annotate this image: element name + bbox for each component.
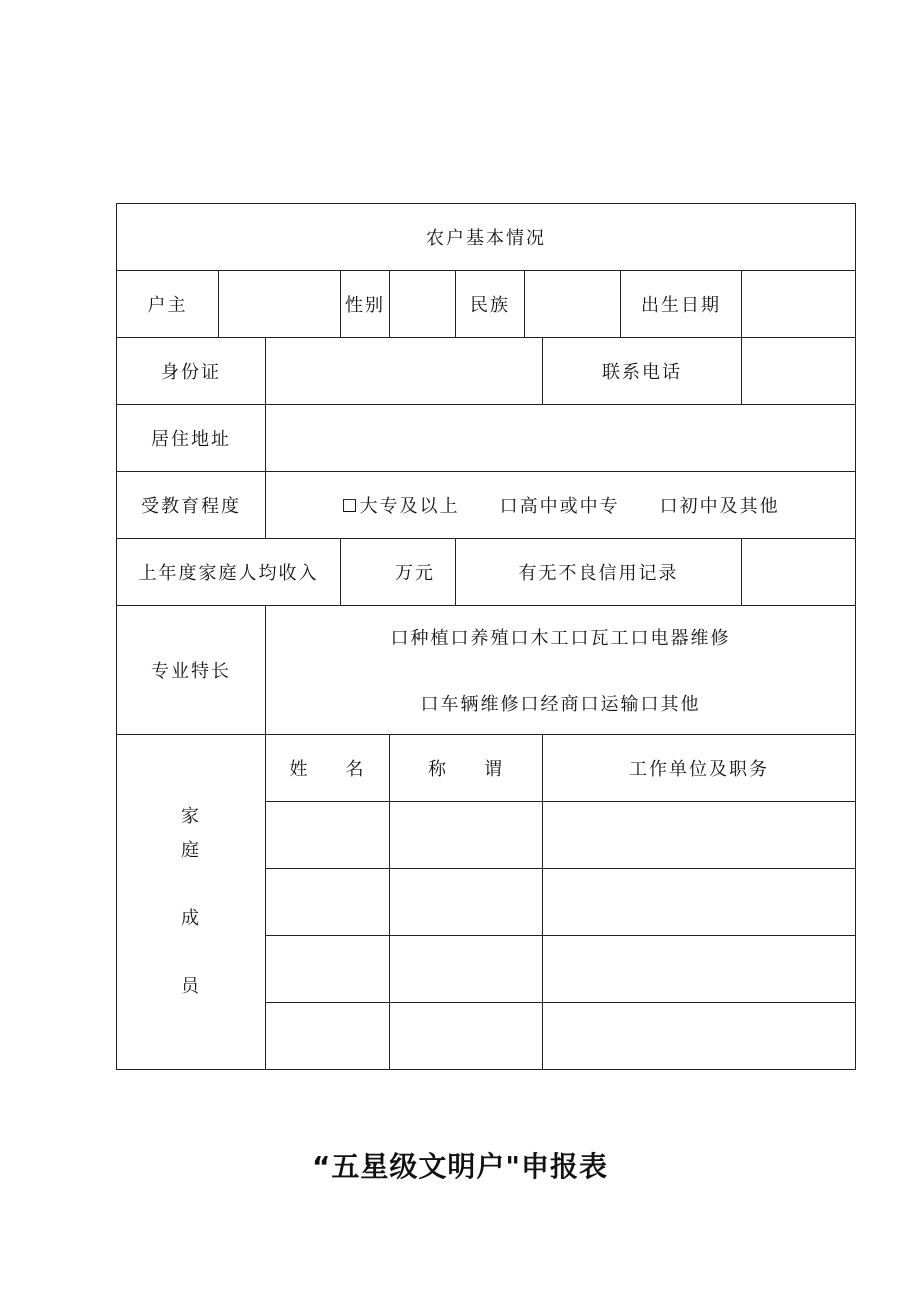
family-name-field[interactable] [266, 869, 390, 936]
education-label: 受教育程度 [117, 472, 266, 539]
address-label: 居住地址 [117, 405, 266, 472]
skills-label: 专业特长 [117, 606, 266, 735]
family-label-char-2: 庭 [181, 840, 201, 861]
family-name-field[interactable] [266, 1003, 390, 1070]
skills-options [266, 606, 856, 735]
family-work-field[interactable] [543, 869, 856, 936]
income-field[interactable] [341, 539, 456, 606]
family-col-relation: 称 谓 [390, 735, 543, 802]
ethnicity-label: 民族 [456, 271, 525, 338]
skills-line-1[interactable]: 口种植口养殖口木工口瓦工口电器维修 [390, 628, 731, 649]
education-option-highschool[interactable]: 口高中或中专 [499, 496, 620, 517]
family-label-char-1: 家 [181, 806, 201, 827]
family-name-field[interactable] [266, 802, 390, 869]
gender-field[interactable] [390, 271, 456, 338]
family-work-field[interactable] [543, 936, 856, 1003]
family-relation-field[interactable] [390, 936, 543, 1003]
income-label: 上年度家庭人均收入 [117, 539, 341, 606]
family-relation-field[interactable] [390, 869, 543, 936]
householder-label: 户主 [117, 271, 219, 338]
family-col-name: 姓 名 [266, 735, 390, 802]
family-work-field[interactable] [543, 802, 856, 869]
family-relation-field[interactable] [390, 1003, 543, 1070]
phone-label: 联系电话 [543, 338, 742, 405]
family-label-char-3: 成 [181, 908, 201, 929]
form-header: 农户基本情况 [117, 204, 856, 271]
family-col-work: 工作单位及职务 [543, 735, 856, 802]
skills-line-2[interactable]: 口车辆维修口经商口运输口其他 [420, 694, 701, 715]
family-members-label [117, 735, 266, 1070]
family-label-char-4: 员 [181, 976, 201, 997]
credit-label: 有无不良信用记录 [456, 539, 742, 606]
gender-label: 性别 [341, 271, 390, 338]
birthdate-field[interactable] [742, 271, 856, 338]
education-option-college[interactable]: ☐大专及以上 [341, 496, 460, 517]
education-option-middleschool[interactable]: 口初中及其他 [659, 496, 780, 517]
family-work-field[interactable] [543, 1003, 856, 1070]
credit-field[interactable] [742, 539, 856, 606]
birthdate-label: 出生日期 [621, 271, 742, 338]
family-relation-field[interactable] [390, 802, 543, 869]
page-title: “五星级文明户"申报表 [312, 1150, 608, 1183]
education-options [266, 472, 856, 539]
ethnicity-field[interactable] [525, 271, 621, 338]
income-unit: 万元 [395, 563, 435, 584]
householder-field[interactable] [219, 271, 341, 338]
id-card-label: 身份证 [117, 338, 266, 405]
id-card-field[interactable] [266, 338, 543, 405]
phone-field[interactable] [742, 338, 856, 405]
family-name-field[interactable] [266, 936, 390, 1003]
address-field[interactable] [266, 405, 856, 472]
application-form-table [116, 203, 856, 1070]
